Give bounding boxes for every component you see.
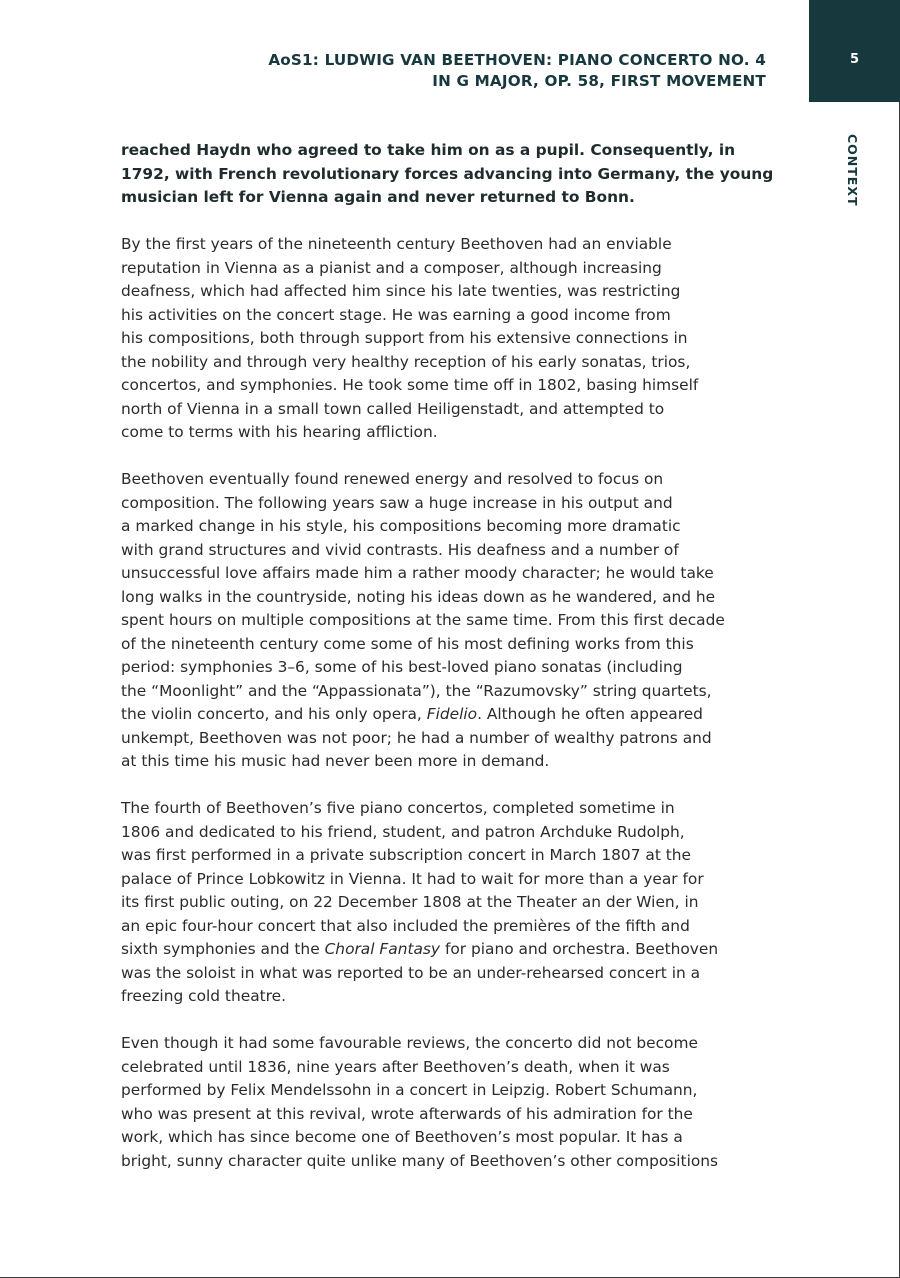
text-line: musician left for Vienna again and never returned to Bonn. — [121, 188, 635, 206]
work-title-choral-fantasy: Choral Fantasy — [324, 940, 441, 958]
running-header-line-2: IN G MAJOR, OP. 58, FIRST MOVEMENT — [432, 72, 766, 90]
text-line-choral-fantasy — [121, 938, 811, 962]
paragraph-lead — [121, 139, 811, 210]
text-line: reputation in Vienna as a pianist and a composer, although increasing — [121, 258, 662, 277]
text-line: performed by Felix Mendelssohn in a concert in Leipzig. Robert Schumann, — [121, 1081, 698, 1099]
section-side-label: CONTEXT — [845, 134, 860, 207]
text-line: concertos, and symphonies. He took some time off in 1802, basing himself — [121, 376, 699, 394]
text-line: 1806 and dedicated to his friend, student, and patron Archduke Rudolph, — [121, 822, 685, 841]
text-run: the violin concerto, and his only opera, — [121, 705, 427, 723]
body-text — [121, 139, 811, 1197]
text-line: at this time his music had never been more in demand. — [121, 752, 550, 770]
running-header — [166, 50, 766, 92]
text-line: the nobility and through very healthy reception of his early sonatas, trios, — [121, 352, 691, 371]
text-line: period: symphonies 3–6, some of his best-loved piano sonatas (including — [121, 658, 683, 676]
text-line: Beethoven eventually found renewed energy and resolved to focus on — [121, 470, 664, 488]
text-line: palace of Prince Lobkowitz in Vienna. It had to wait for more than a year for — [121, 869, 704, 888]
text-line: The fourth of Beethoven’s five piano concertos, completed sometime in — [121, 799, 675, 817]
paragraph-reception — [121, 1032, 811, 1173]
text-line: bright, sunny character quite unlike many of Beethoven’s other compositions — [121, 1151, 719, 1170]
text-line: freezing cold theatre. — [121, 987, 287, 1005]
text-line: come to terms with his hearing affliction. — [121, 423, 438, 441]
text-line: celebrated until 1836, nine years after Beethoven’s death, when it was — [121, 1057, 670, 1076]
text-line: with grand structures and vivid contrasts. His deafness and a number of — [121, 540, 679, 559]
paragraph-reputation — [121, 233, 811, 445]
text-line: reached Haydn who agreed to take him on as a pupil. Consequently, in — [121, 141, 736, 159]
paragraph-renewed-energy — [121, 468, 811, 774]
text-run: for piano and orchestra. Beethoven — [440, 940, 719, 958]
text-line: spent hours on multiple compositions at the same time. From this first decade — [121, 611, 725, 629]
text-line: north of Vienna in a small town called Heiligenstadt, and attempted to — [121, 399, 665, 418]
text-line: 1792, with French revolutionary forces advancing into Germany, the young — [121, 164, 774, 183]
text-line: its first public outing, on 22 December 1808 at the Theater an der Wien, in — [121, 893, 699, 911]
text-line: composition. The following years saw a huge increase in his output and — [121, 493, 673, 512]
text-line: his compositions, both through support from his extensive connections in — [121, 329, 688, 347]
text-line: his activities on the concert stage. He was earning a good income from — [121, 305, 671, 324]
text-line: was the soloist in what was reported to be an under-rehearsed concert in a — [121, 963, 701, 982]
running-header-line-1: AoS1: LUDWIG VAN BEETHOVEN: PIANO CONCERTO NO. 4 — [268, 51, 766, 69]
text-line: an epic four-hour concert that also included the premières of the fifth and — [121, 916, 690, 935]
work-title-fidelio: Fidelio — [426, 705, 478, 723]
text-line: Even though it had some favourable reviews, the concerto did not become — [121, 1034, 698, 1052]
text-line-fidelio — [121, 703, 811, 727]
text-line: unsuccessful love affairs made him a rather moody character; he would take — [121, 564, 714, 582]
text-line: a marked change in his style, his compositions becoming more dramatic — [121, 517, 681, 535]
text-line: By the first years of the nineteenth century Beethoven had an enviable — [121, 235, 672, 253]
text-line: unkempt, Beethoven was not poor; he had a number of wealthy patrons and — [121, 728, 712, 747]
page-number-tab — [809, 0, 900, 102]
text-line: of the nineteenth century come some of his most defining works from this — [121, 634, 694, 653]
page-number: 5 — [849, 52, 860, 67]
text-line: long walks in the countryside, noting his ideas down as he wandered, and he — [121, 587, 716, 606]
text-run: . Although he often appeared — [477, 705, 703, 723]
text-run: sixth symphonies and the — [121, 940, 325, 958]
paragraph-fourth-concerto — [121, 797, 811, 1009]
text-line: work, which has since become one of Beethoven’s most popular. It has a — [121, 1128, 683, 1146]
text-line: who was present at this revival, wrote afterwards of his admiration for the — [121, 1104, 693, 1123]
text-line: was first performed in a private subscription concert in March 1807 at the — [121, 846, 692, 864]
text-line: the “Moonlight” and the “Appassionata”), the “Razumovsky” string quartets, — [121, 681, 712, 700]
text-line: deafness, which had affected him since his late twenties, was restricting — [121, 282, 681, 300]
